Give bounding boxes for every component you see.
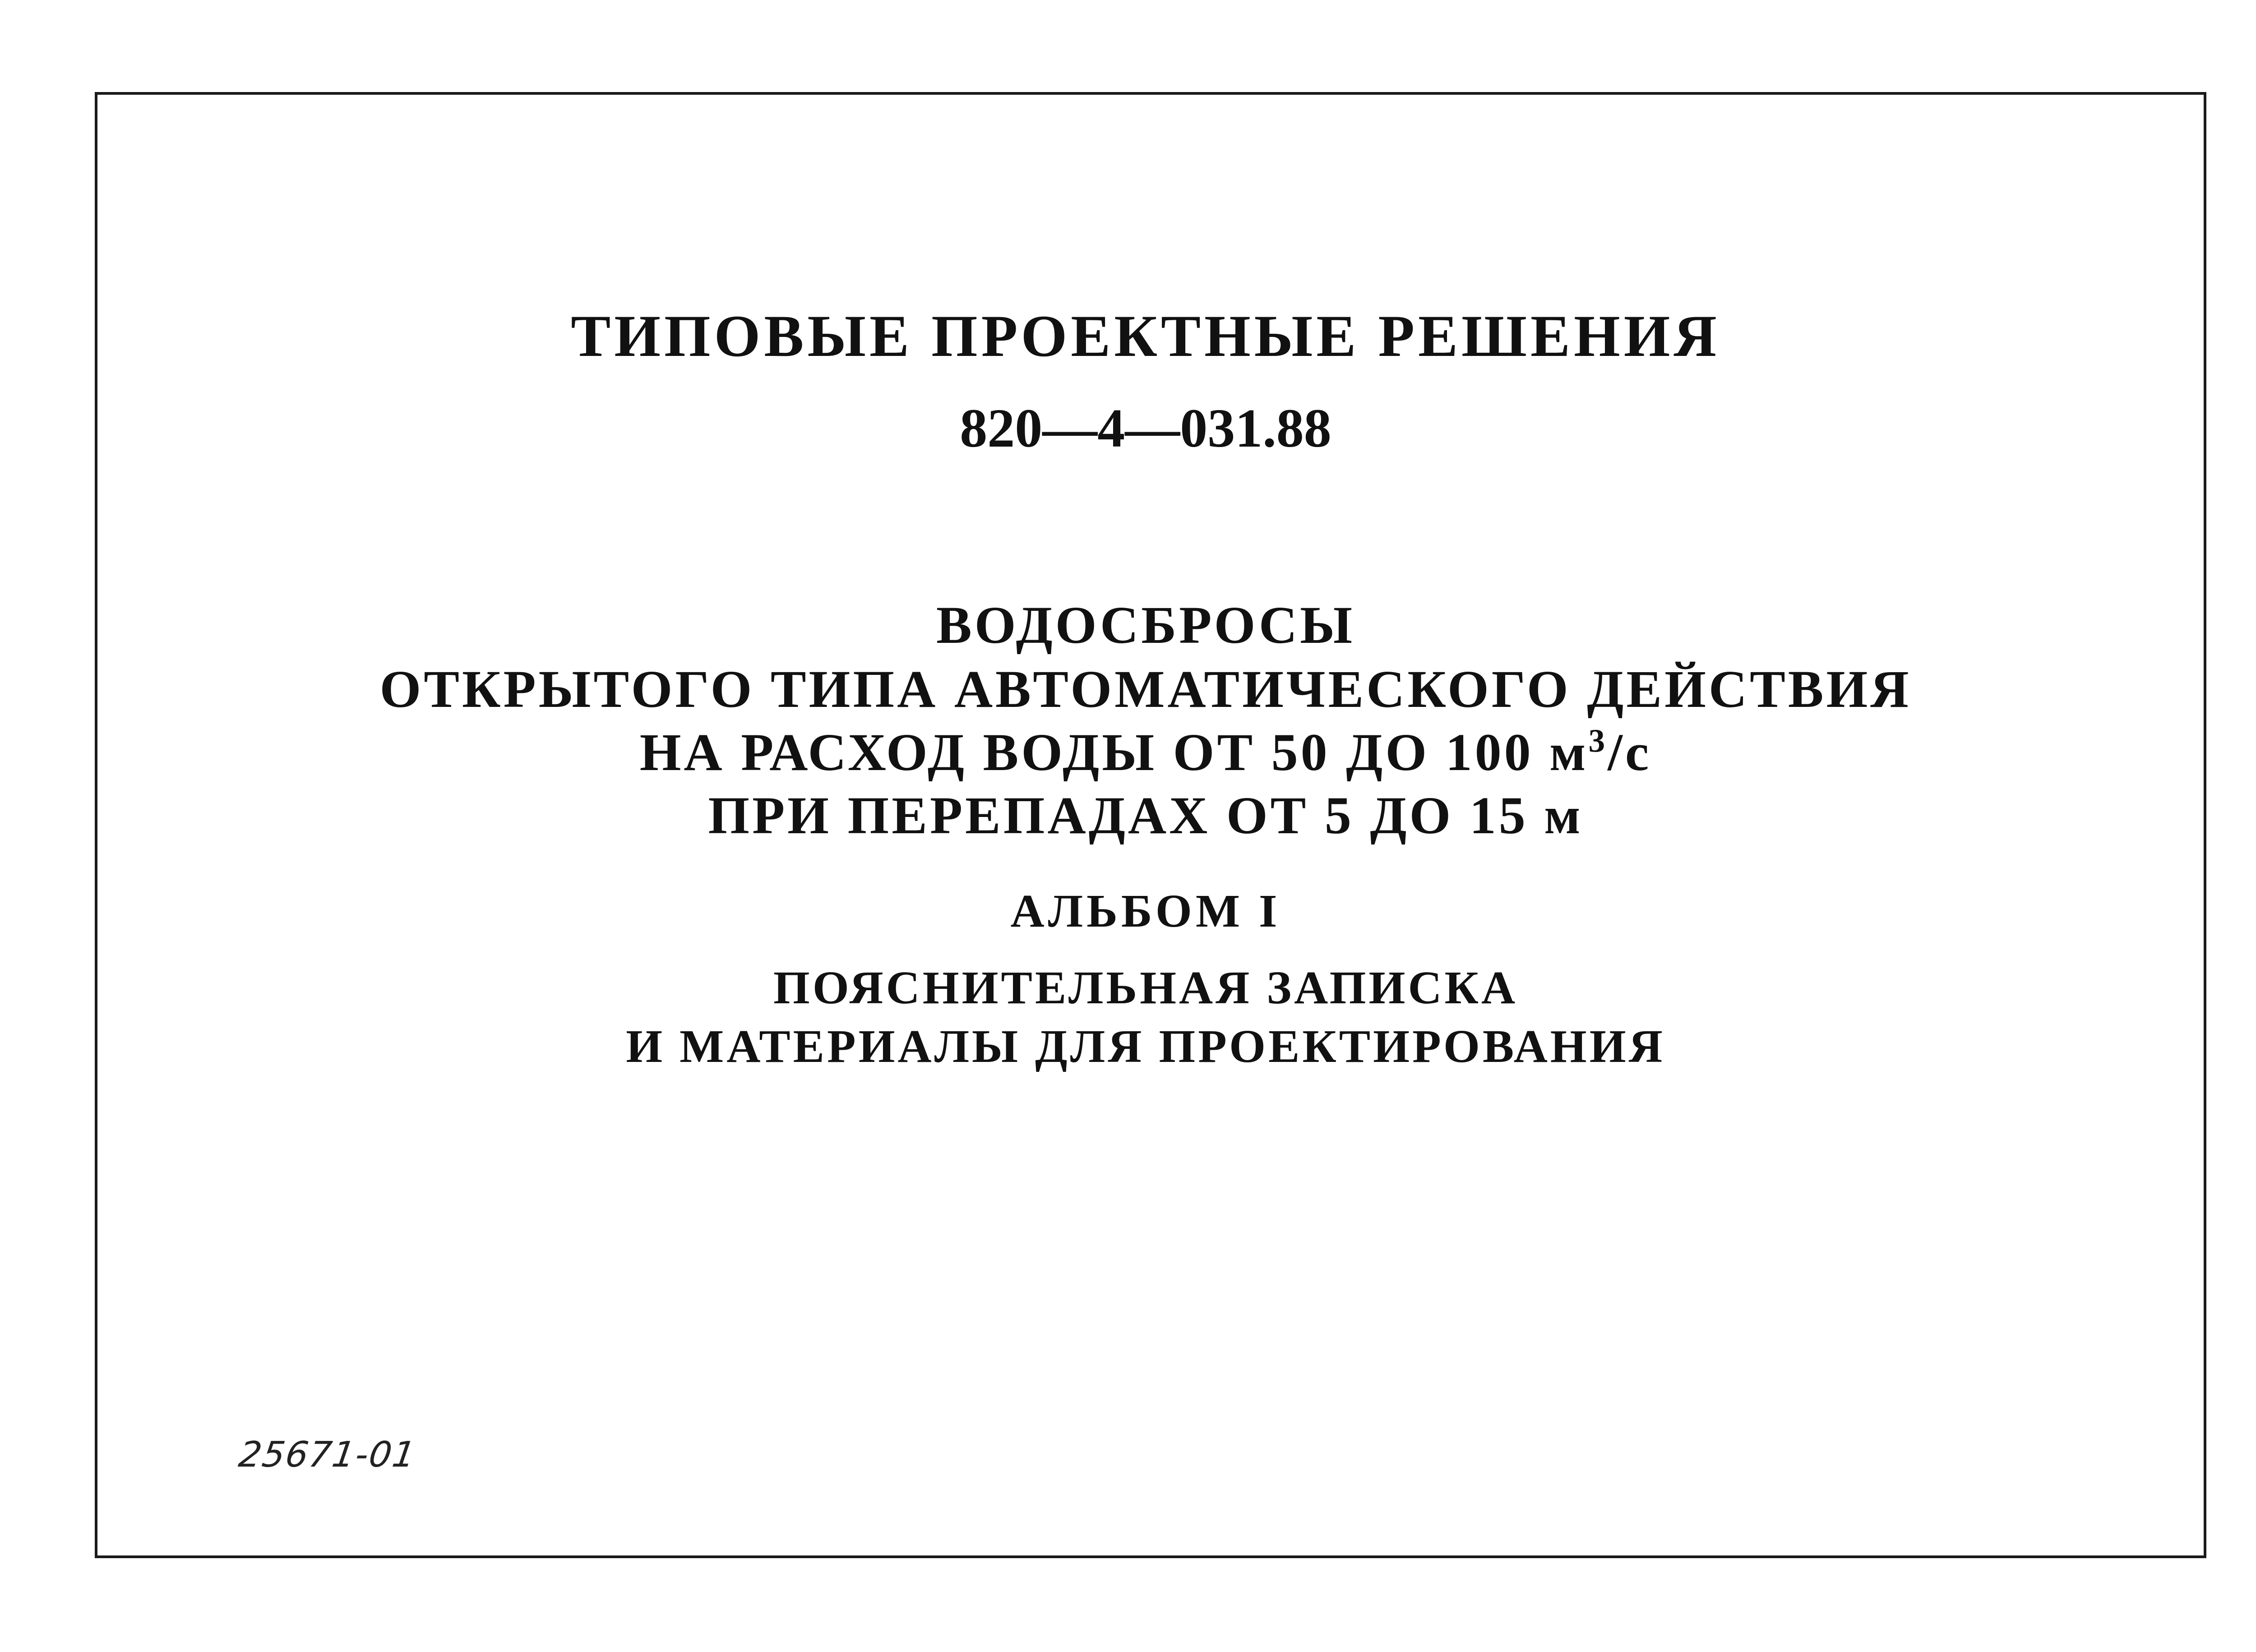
album-label: АЛЬБОМ I [1010, 885, 1281, 937]
series-title: ТИПОВЫЕ ПРОЕКТНЫЕ РЕШЕНИЯ [571, 303, 1720, 369]
title-line-2: ОТКРЫТОГО ТИПА АВТОМАТИЧЕСКОГО ДЕЙСТВИЯ [379, 660, 1912, 719]
title-line-4: ПРИ ПЕРЕПАДАХ ОТ 5 ДО 15 м [708, 786, 1583, 845]
subtitle-line-2: И МАТЕРИАЛЫ ДЛЯ ПРОЕКТИРОВАНИЯ [626, 1020, 1665, 1072]
title-line-1: ВОДОСБРОСЫ [936, 595, 1355, 655]
title-line-3-text: НА РАСХОД ВОДЫ ОТ 50 ДО 100 м [639, 723, 1589, 782]
subtitle-line-1: ПОЯСНИТЕЛЬНАЯ ЗАПИСКА [773, 962, 1518, 1014]
inventory-number: 25671-01 [236, 1435, 419, 1475]
series-number: 820—4—031.88 [960, 398, 1331, 459]
unit-suffix: /с [1608, 723, 1652, 782]
unit-superscript: 3 [1588, 722, 1608, 759]
title-line-3 [0, 722, 2256, 783]
